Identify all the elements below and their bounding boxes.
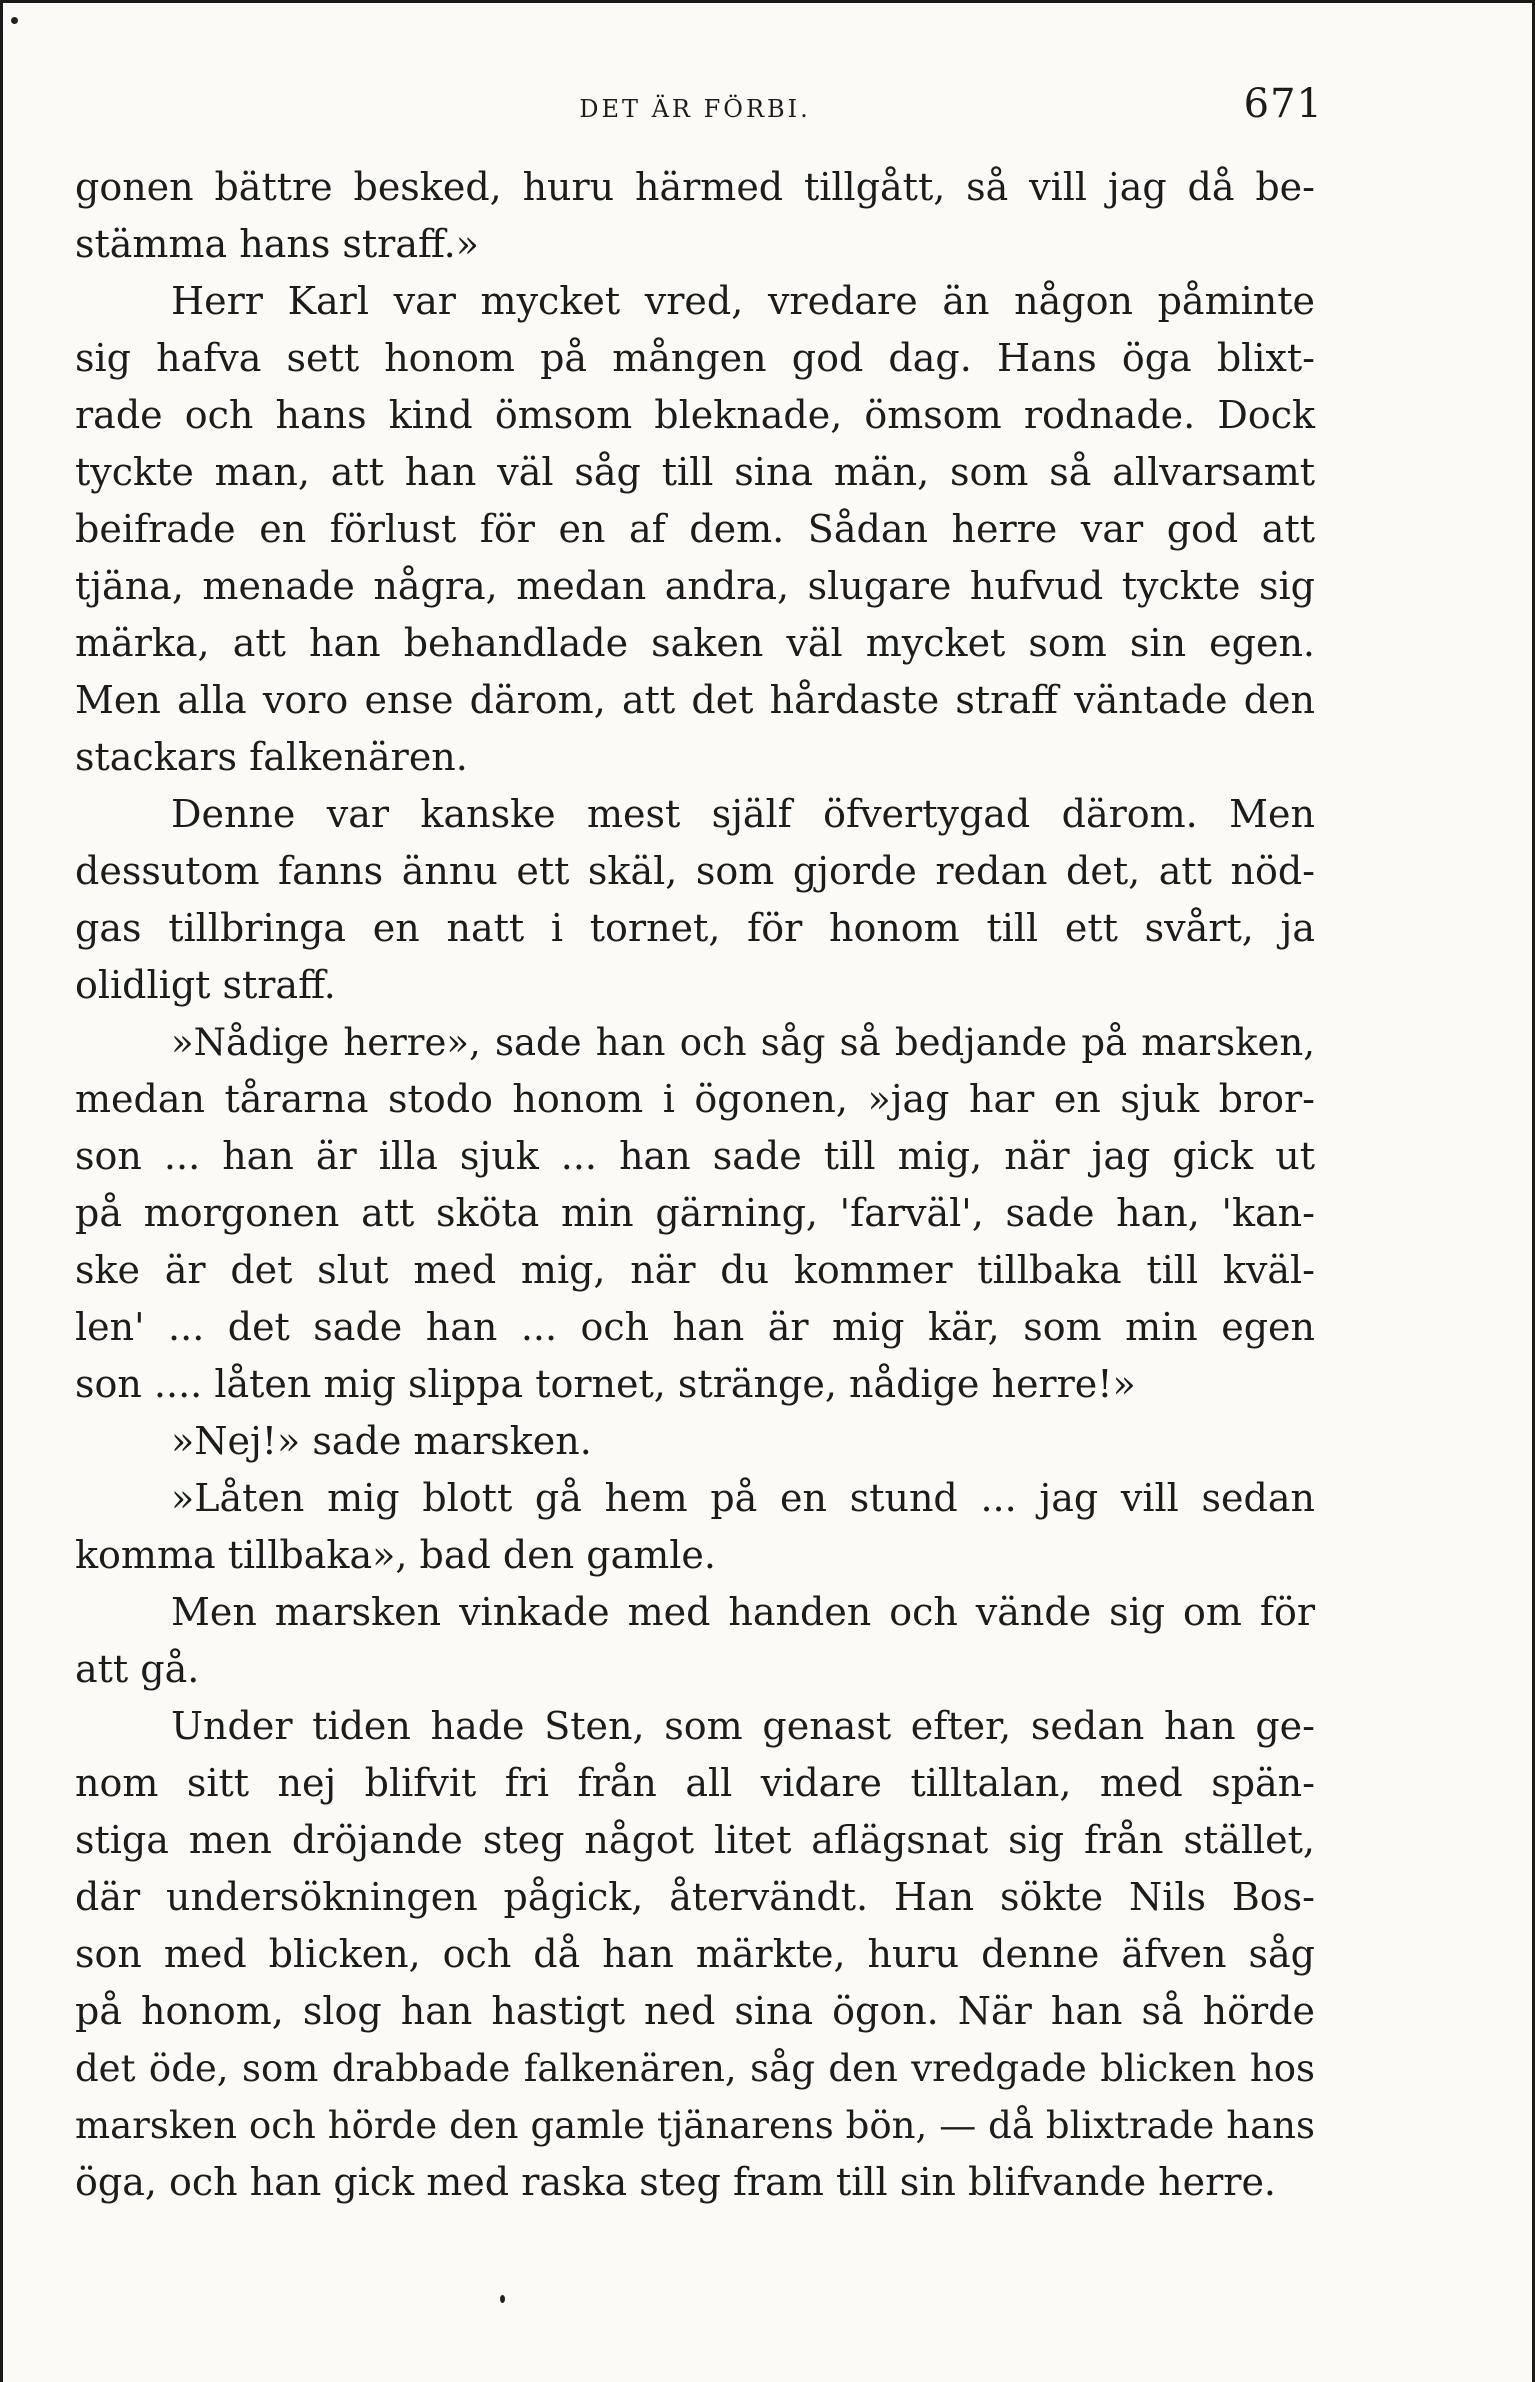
text-line: ske är det slut med mig, när du kommer tillbaka till kväl- — [75, 1248, 1315, 1292]
text-line: tjäna, menade några, medan andra, slugare hufvud tyckte sig — [75, 564, 1315, 608]
paragraph — [75, 1470, 1315, 1584]
paragraph — [75, 1014, 1315, 1413]
text-line: stackars falkenären. — [75, 735, 468, 779]
text-line: Herr Karl var mycket vred, vredare än någon påminte — [171, 279, 1315, 323]
text-line: stämma hans straff.» — [75, 222, 479, 266]
text-line: på honom, slog han hastigt ned sina ögon. När han så hörde — [75, 1989, 1315, 2033]
paragraph — [75, 1413, 1315, 1470]
text-line: »Låten mig blott gå hem på en stund ... jag vill sedan — [171, 1476, 1315, 1520]
text-line: att gå. — [75, 1647, 200, 1691]
text-line: rade och hans kind ömsom bleknade, ömsom rodnade. Dock — [75, 393, 1315, 437]
paragraph — [75, 1584, 1315, 1698]
text-line: medan tårarna stodo honom i ögonen, »jag har en sjuk bror- — [75, 1077, 1315, 1121]
text-line: Under tiden hade Sten, som genast efter, sedan han ge- — [171, 1704, 1315, 1748]
text-line: Men marsken vinkade med handen och vände sig om för — [171, 1590, 1315, 1634]
running-title: DET ÄR FÖRBI. — [579, 95, 811, 123]
text-line: dessutom fanns ännu ett skäl, som gjorde redan det, att nöd- — [75, 849, 1315, 893]
print-speck — [11, 17, 18, 24]
text-line: »Nej!» sade marsken. — [171, 1419, 592, 1463]
text-line: len' ... det sade han ... och han är mig kär, som min egen — [75, 1305, 1315, 1349]
text-line: där undersökningen pågick, återvändt. Han sökte Nils Bos- — [75, 1875, 1315, 1919]
text-line: stiga men dröjande steg något litet aflägsnat sig från stället, — [75, 1818, 1315, 1862]
print-speck — [500, 2295, 505, 2303]
text-line: »Nådige herre», sade han och såg så bedjande på marsken, — [171, 1021, 1315, 1064]
text-line: det öde, som drabbade falkenären, såg den vredgade blicken hos — [75, 2047, 1315, 2090]
text-line: son med blicken, och då han märkte, huru denne äfven såg — [75, 1932, 1315, 1976]
text-line: olidligt straff. — [75, 963, 336, 1007]
text-line: marsken och hörde den gamle tjänarens bön, — då blixtrade hans — [75, 2104, 1315, 2147]
paragraph — [75, 273, 1315, 786]
text-line: Men alla voro ense därom, att det hårdaste straff väntade den — [75, 678, 1315, 722]
text-line: Denne var kanske mest själf öfvertygad därom. Men — [171, 792, 1315, 836]
text-line: beifrade en förlust för en af dem. Sådan herre var god att — [75, 507, 1315, 551]
running-head — [75, 81, 1323, 131]
paragraph — [75, 1698, 1315, 2211]
paragraph — [75, 159, 1315, 273]
page-number: 671 — [1243, 81, 1323, 127]
text-line: nom sitt nej blifvit fri från all vidare tilltalan, med spän- — [75, 1761, 1315, 1805]
text-line: komma tillbaka», bad den gamle. — [75, 1533, 716, 1577]
text-line: son .... låten mig slippa tornet, stränge, nådige herre!» — [75, 1362, 1136, 1406]
paragraph — [75, 786, 1315, 1014]
text-line: sig hafva sett honom på mången god dag. Hans öga blixt- — [75, 336, 1315, 380]
text-line: märka, att han behandlade saken väl mycket som sin egen. — [75, 621, 1315, 665]
text-line: tyckte man, att han väl såg till sina män, som så allvarsamt — [75, 450, 1315, 494]
text-line: på morgonen att sköta min gärning, 'farväl', sade han, 'kan- — [75, 1191, 1315, 1235]
text-line: gas tillbringa en natt i tornet, för honom till ett svårt, ja — [75, 906, 1315, 950]
text-line: öga, och han gick med raska steg fram till sin blifvande herre. — [75, 2160, 1277, 2204]
text-line: gonen bättre besked, huru härmed tillgått, så vill jag då be- — [75, 165, 1315, 209]
text-line: son ... han är illa sjuk ... han sade till mig, när jag gick ut — [75, 1134, 1315, 1178]
body-text — [75, 159, 1315, 2211]
